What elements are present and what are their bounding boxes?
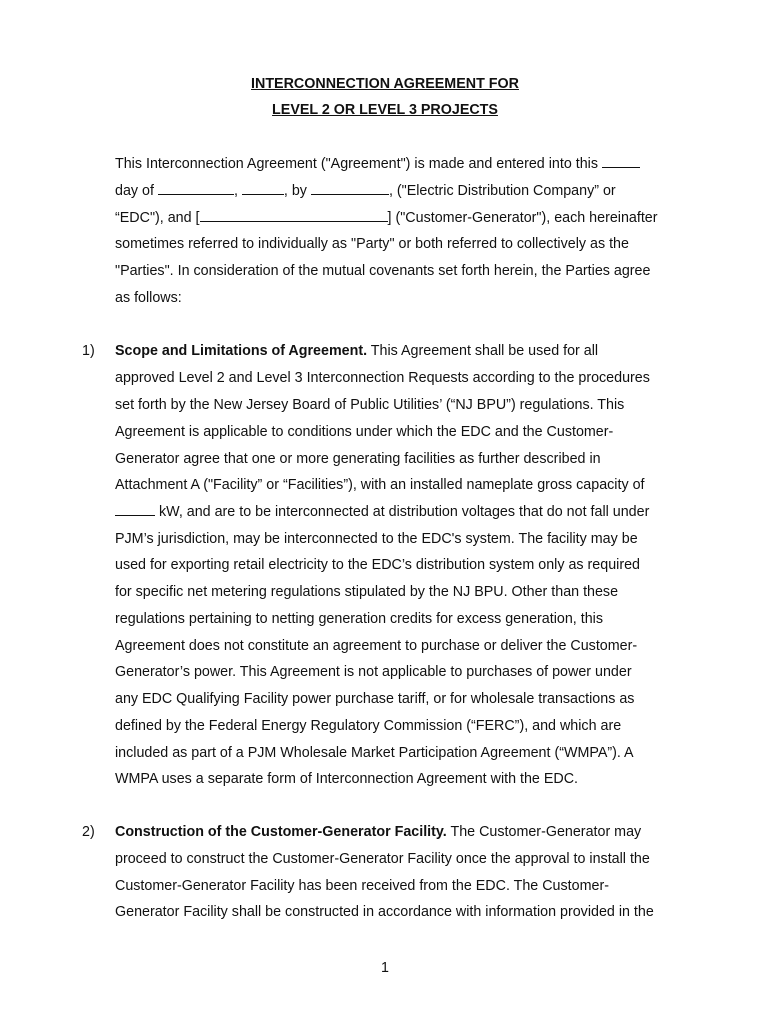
section-1-line-4: Agreement is applicable to conditions under which the EDC and the Customer-: [115, 424, 614, 440]
section-1-number: 1): [82, 343, 95, 359]
section-2-heading: Construction of the Customer-Generator Facility.: [115, 824, 447, 840]
section-1-line-6: Attachment A ("Facility” or “Facilities”), with an installed nameplate gross capacity of: [115, 477, 645, 493]
capacity-blank[interactable]: [115, 503, 155, 516]
section-1-heading: Scope and Limitations of Agreement.: [115, 343, 368, 359]
page-number: 1: [381, 960, 389, 976]
month-blank[interactable]: [158, 182, 234, 195]
year-blank[interactable]: [242, 182, 284, 195]
title-line-2: LEVEL 2 OR LEVEL 3 PROJECTS: [272, 102, 498, 118]
section-1-line-7: kW, and are to be interconnected at distribution voltages that do not fall under: [115, 503, 649, 521]
customer-generator-blank[interactable]: [200, 209, 388, 222]
intro-line-6: as follows:: [115, 290, 182, 306]
section-2-line-4: Generator Facility shall be constructed in accordance with information provided in the: [115, 904, 654, 920]
section-1-line-1: Scope and Limitations of Agreement. This Agreement shall be used for all: [115, 343, 599, 359]
section-1-line-3: set forth by the New Jersey Board of Public Utilities’ (“NJ BPU”) regulations. This: [115, 397, 625, 413]
edc-name-blank[interactable]: [311, 182, 389, 195]
section-2-line-1: Construction of the Customer-Generator Facility. The Customer-Generator may: [115, 824, 642, 840]
section-1-line-9: used for exporting retail electricity to the EDC’s distribution system only as required: [115, 557, 640, 573]
section-1-line-13: Generator’s power. This Agreement is not applicable to purchases of power under: [115, 664, 632, 680]
title-line-1: INTERCONNECTION AGREEMENT FOR: [251, 76, 519, 92]
section-1-line-10: for specific net metering regulations stipulated by the NJ BPU. Other than these: [115, 584, 619, 600]
intro-line-5: "Parties". In consideration of the mutual covenants set forth herein, the Parties agree: [115, 263, 651, 279]
intro-line-4: sometimes referred to individually as "Party" or both referred to collectively as the: [115, 236, 629, 252]
section-1-line-17: WMPA uses a separate form of Interconnection Agreement with the EDC.: [115, 771, 579, 787]
section-1-line-11: regulations pertaining to netting generation credits for excess generation, this: [115, 611, 603, 627]
intro-line-1: This Interconnection Agreement ("Agreement") is made and entered into this: [115, 155, 640, 173]
intro-line-2: day of , , by , ("Electric Distribution Company” or: [115, 183, 616, 199]
section-2-line-3: Customer-Generator Facility has been received from the EDC. The Customer-: [115, 878, 609, 894]
section-1-line-16: included as part of a PJM Wholesale Market Participation Agreement (“WMPA”). A: [115, 745, 634, 761]
section-2-line-2: proceed to construct the Customer-Generator Facility once the approval to install the: [115, 851, 650, 867]
section-1-line-8: PJM’s jurisdiction, may be interconnected to the EDC's system. The facility may be: [115, 531, 638, 547]
intro-line-3: “EDC"), and [ ] ("Customer-Generator"), each hereinafter: [115, 210, 658, 226]
section-1-line-14: any EDC Qualifying Facility power purchase tariff, or for wholesale transactions as: [115, 691, 635, 707]
section-1-line-12: Agreement does not constitute an agreement to purchase or deliver the Customer-: [115, 638, 638, 654]
section-1-line-15: defined by the Federal Energy Regulatory Commission (“FERC”), and which are: [115, 718, 622, 734]
section-1-line-2: approved Level 2 and Level 3 Interconnection Requests according to the procedures: [115, 370, 650, 386]
section-2-number: 2): [82, 824, 95, 840]
date-blank[interactable]: [602, 155, 640, 168]
section-1-line-5: Generator agree that one or more generating facilities as further described in: [115, 451, 601, 467]
